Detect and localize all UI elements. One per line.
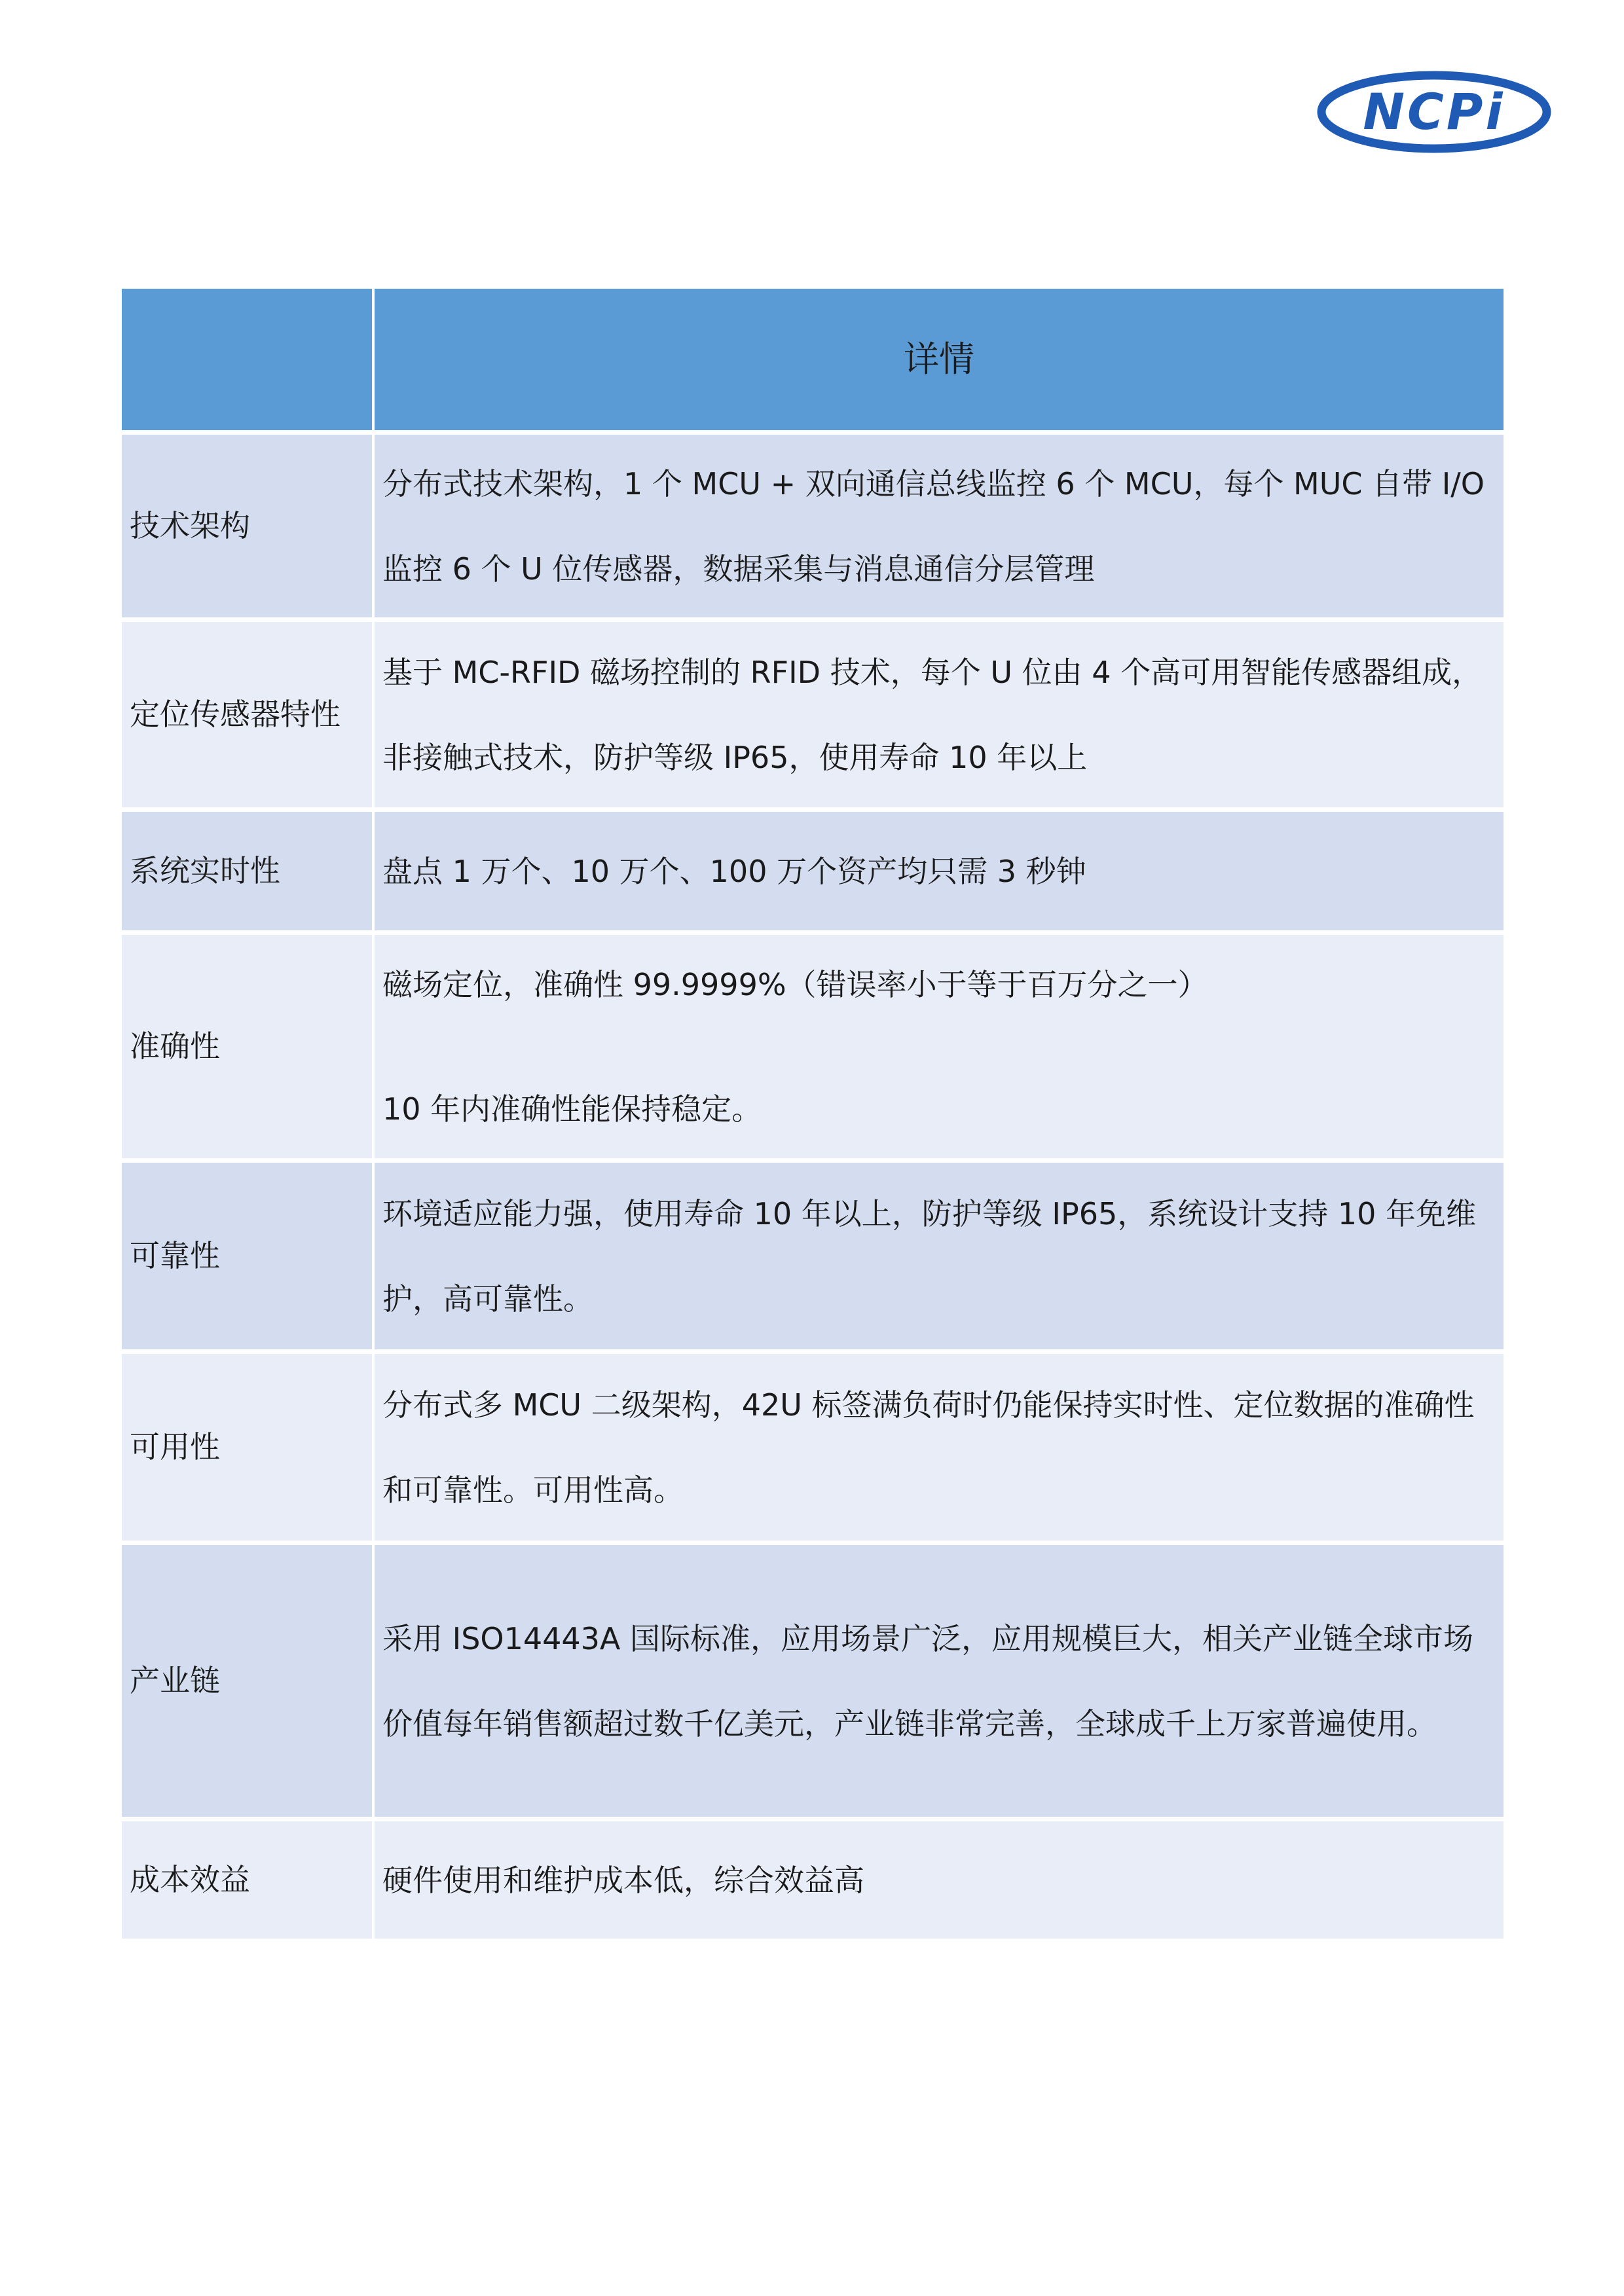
table-row xyxy=(122,435,1504,622)
row-label: 成本效益 xyxy=(122,1821,375,1943)
ncpi-logo-icon xyxy=(1316,71,1552,153)
table-row xyxy=(122,1354,1504,1545)
header-cell-details: 详情 xyxy=(375,289,1504,435)
table-row xyxy=(122,622,1504,812)
ncpi-logo xyxy=(1316,71,1552,153)
row-detail xyxy=(375,435,1504,622)
row-detail xyxy=(375,1163,1504,1354)
detail-text: 磁场定位，准确性 99.9999%（错误率小于等于百万分之一） xyxy=(382,966,1208,1002)
row-detail xyxy=(375,1821,1504,1943)
row-label: 准确性 xyxy=(122,935,375,1163)
logo-wordmark: NCPi xyxy=(1363,82,1505,141)
table-row xyxy=(122,1163,1504,1354)
header-cell-label xyxy=(122,289,375,435)
row-detail xyxy=(375,622,1504,812)
row-label: 定位传感器特性 xyxy=(122,622,375,812)
row-detail xyxy=(375,935,1504,1163)
detail-text: 采用 ISO14443A 国际标准，应用场景广泛，应用规模巨大，相关产业链全球市场价值每年销售额超过数千亿美元，产业链非常完善，全球成千上万家普遍使用。 xyxy=(382,1620,1474,1741)
table-row xyxy=(122,812,1504,935)
spec-table xyxy=(122,289,1504,1943)
detail-text: 分布式技术架构，1 个 MCU + 双向通信总线监控 6 个 MCU，每个 MUC 自带 I/O 监控 6 个 U 位传感器，数据采集与消息通信分层管理 xyxy=(382,465,1485,587)
detail-text: 硬件使用和维护成本低，综合效益高 xyxy=(382,1862,864,1898)
row-label: 技术架构 xyxy=(122,435,375,622)
detail-text: 10 年内准确性能保持稳定。 xyxy=(382,1091,762,1127)
row-label: 可靠性 xyxy=(122,1163,375,1354)
row-label: 可用性 xyxy=(122,1354,375,1545)
table-header-row xyxy=(122,289,1504,435)
detail-text: 分布式多 MCU 二级架构，42U 标签满负荷时仍能保持实时性、定位数据的准确性和可靠性。可用性高。 xyxy=(382,1387,1475,1508)
table-row xyxy=(122,1821,1504,1943)
detail-text: 盘点 1 万个、10 万个、100 万个资产均只需 3 秒钟 xyxy=(382,853,1086,889)
detail-text: 环境适应能力强，使用寿命 10 年以上，防护等级 IP65，系统设计支持 10 年免维护，高可靠性。 xyxy=(382,1195,1477,1317)
row-label: 系统实时性 xyxy=(122,812,375,935)
table-row xyxy=(122,935,1504,1163)
table-row xyxy=(122,1545,1504,1821)
row-detail xyxy=(375,812,1504,935)
row-detail xyxy=(375,1354,1504,1545)
detail-text: 基于 MC-RFID 磁场控制的 RFID 技术，每个 U 位由 4 个高可用智能传感器组成，非接触式技术，防护等级 IP65，使用寿命 10 年以上 xyxy=(382,654,1483,775)
row-label: 产业链 xyxy=(122,1545,375,1821)
row-detail xyxy=(375,1545,1504,1821)
